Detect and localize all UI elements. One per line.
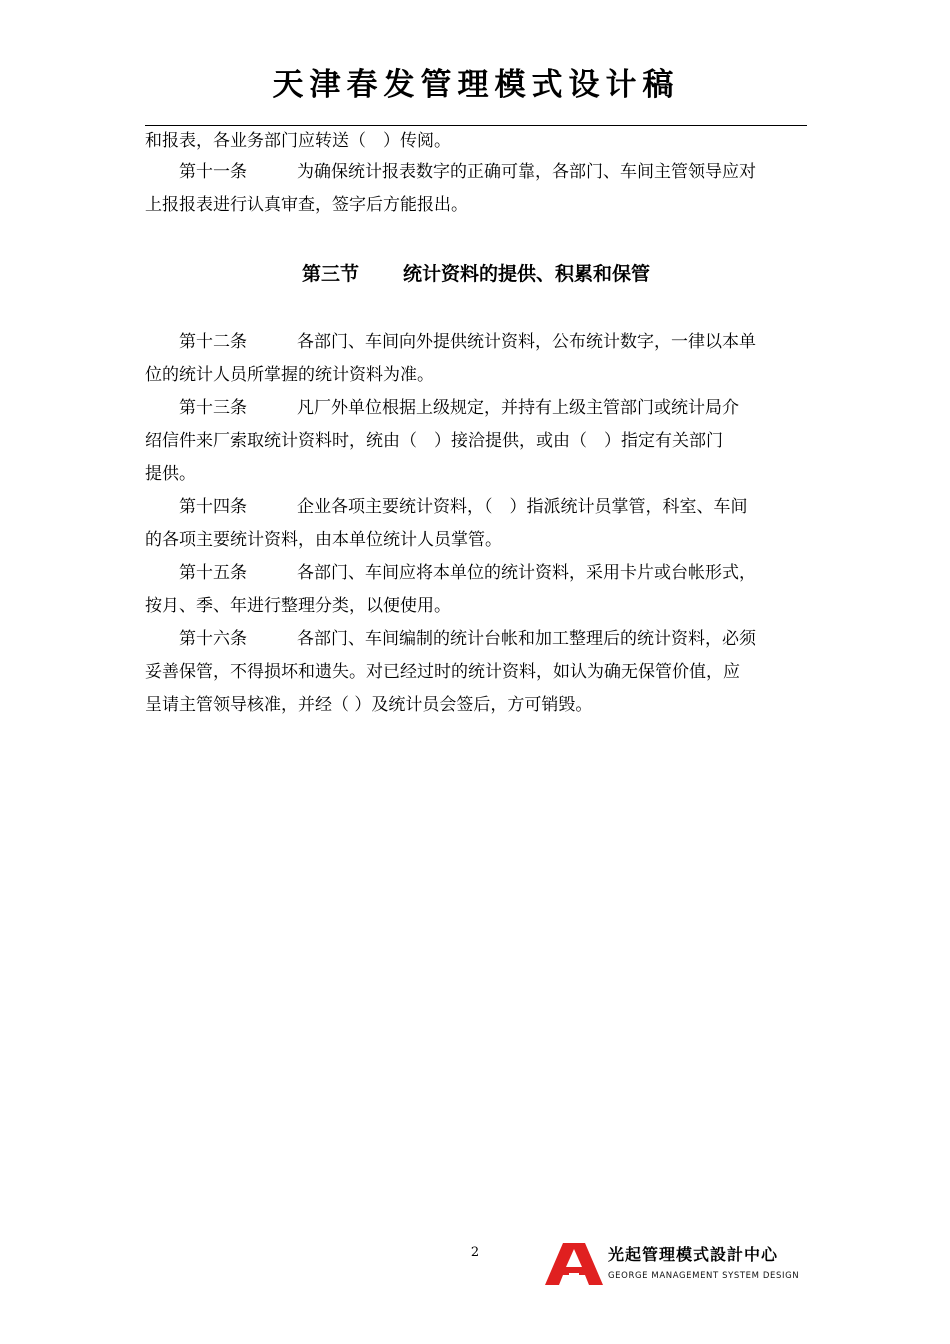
- logo-company-subtitle: GEORGE MANAGEMENT SYSTEM DESIGN: [608, 1271, 800, 1281]
- article-12-text: 各部门、车间向外提供统计资料，公布统计数字，一律以本单: [297, 332, 756, 352]
- article-14-line-2: 的各项主要统计资料，由本单位统计人员掌管。: [145, 530, 502, 550]
- article-16-line-1: [145, 623, 841, 656]
- article-15-title: 第十五条: [179, 563, 247, 583]
- section-heading: [145, 256, 807, 292]
- article-16-line-3: 呈请主管领导核准，并经（ ）及统计员会签后，方可销毁。: [145, 695, 593, 715]
- article-11-text: 为确保统计报表数字的正确可靠，各部门、车间主管领导应对: [297, 162, 756, 182]
- article-16-title: 第十六条: [179, 629, 247, 649]
- article-12-line-2: 位的统计人员所掌握的统计资料为准。: [145, 365, 434, 385]
- section-number: 第三节: [301, 263, 359, 285]
- article-16-text: 各部门、车间编制的统计台帐和加工整理后的统计资料，必须: [297, 629, 756, 649]
- article-16-line-2: 妥善保管，不得损坏和遗失。对已经过时的统计资料，如认为确无保管价值，应: [145, 662, 740, 682]
- company-logo: [545, 1243, 807, 1287]
- logo-company-name: 光起管理模式設計中心: [608, 1245, 779, 1264]
- article-14-line-1: [145, 491, 841, 524]
- article-15-line-2: 按月、季、年进行整理分类，以便使用。: [145, 596, 451, 616]
- article-13-line-1: [145, 392, 841, 425]
- article-11-line-1: [145, 156, 841, 189]
- logo-a-mark-icon: [545, 1243, 603, 1285]
- page-number: 2: [470, 1245, 480, 1260]
- article-12-title: 第十二条: [179, 332, 247, 352]
- article-14-title: 第十四条: [179, 497, 247, 517]
- article-11-title: 第十一条: [179, 162, 247, 182]
- article-13-line-2: 绍信件来厂索取统计资料时，统由（ ）接洽提供，或由（ ）指定有关部门: [145, 431, 723, 451]
- article-12-line-1: [145, 326, 841, 359]
- article-15-text: 各部门、车间应将本单位的统计资料，采用卡片或台帐形式，: [297, 563, 756, 583]
- article-13-line-3: 提供。: [145, 464, 196, 484]
- article-13-title: 第十三条: [179, 398, 247, 418]
- article-11-line-2: 上报报表进行认真审查，签字后方能报出。: [145, 195, 468, 215]
- section-title: 统计资料的提供、积累和保管: [403, 263, 651, 285]
- document-header-title: 天津春发管理模式设计稿: [272, 67, 680, 103]
- article-15-line-1: [145, 557, 841, 590]
- continued-paragraph-line: 和报表，各业务部门应转送（ ）传阅。: [145, 131, 451, 151]
- article-13-text: 凡厂外单位根据上级规定，并持有上级主管部门或统计局介: [297, 398, 739, 418]
- article-14-text: 企业各项主要统计资料，（ ）指派统计员掌管，科室、车间: [297, 497, 748, 517]
